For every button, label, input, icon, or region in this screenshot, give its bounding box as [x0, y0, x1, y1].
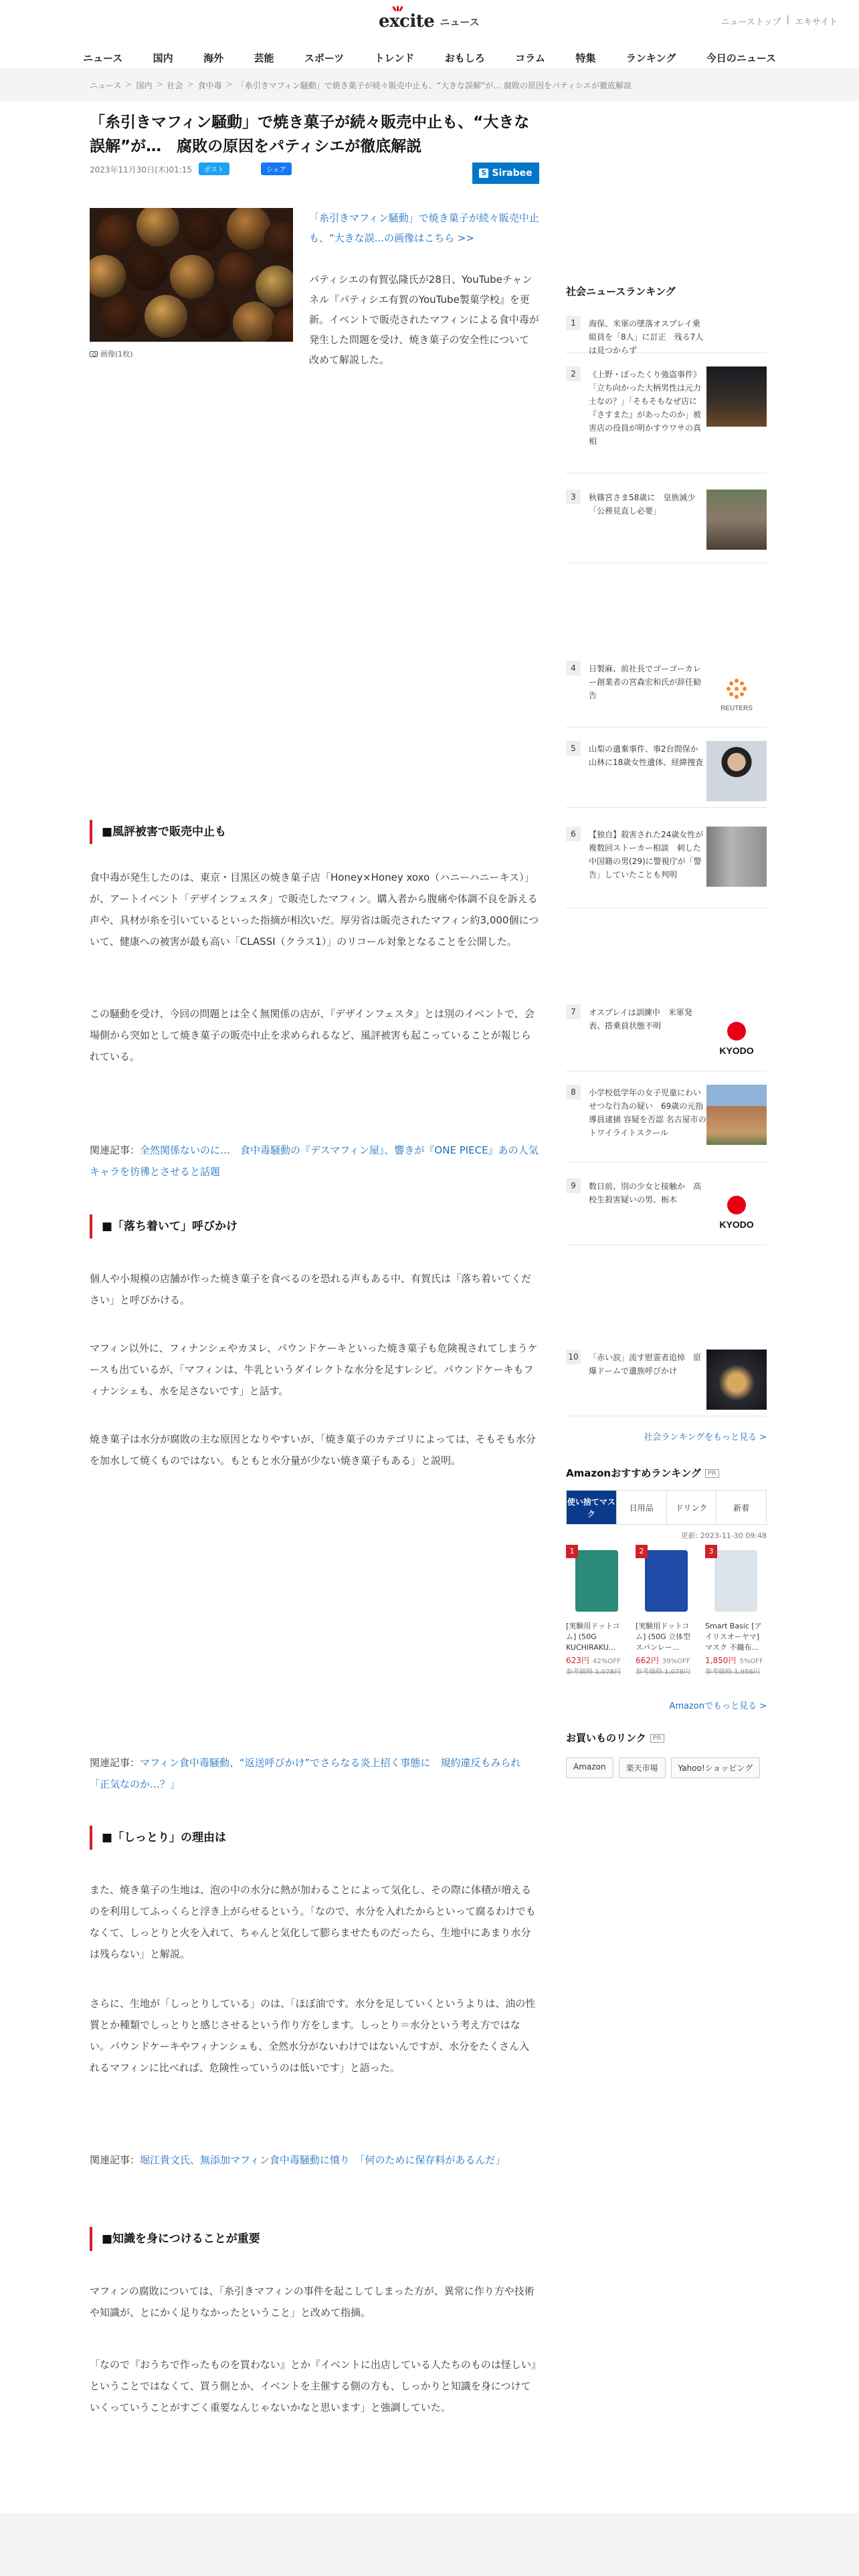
amazon-tab-new[interactable]: 新着: [733, 1503, 750, 1513]
photo-caption[interactable]: [90, 348, 133, 359]
lead-paragraph: パティシエの有賀弘隆氏が28日、YouTubeチャンネル『パティシエ有賀のYouTube製菓学校』を更新。イベントで販売されたマフィンによる食中毒が発生した問題を受け、焼き菓子の安全性について改めて解説した。: [309, 274, 539, 366]
product-discount: 42%OFF: [593, 1658, 621, 1665]
related-article: [90, 2149, 539, 2171]
product-package: [575, 1550, 618, 1612]
nav-domestic[interactable]: 国内: [153, 52, 173, 64]
article-paragraph: この騒動を受け、今回の問題とは全く無関係の店が、『デザインフェスタ』とは別のイベントで、会場側から突如として焼き菓子の販売中止を求められるなど、風評被害も起こっていることが報じられている。: [90, 1008, 535, 1063]
product-name: [実験用ドットコム] (50G KUCHIRAKU...: [566, 1622, 620, 1652]
article-title: 「糸引きマフィン騒動」で焼き菓子が続々販売中止も、“大きな誤解”が… 腐敗の原因をパティシエが徹底解説: [90, 114, 530, 155]
section-heading: ■「しっとり」の理由は: [90, 1826, 539, 1850]
excite-link[interactable]: エキサイト: [794, 17, 838, 27]
breadcrumb-sep: >: [187, 80, 194, 89]
rank-thumbnail: [706, 661, 767, 721]
rank-number: 5: [566, 741, 581, 756]
muffin-shape: [126, 249, 168, 291]
rank-number: 4: [566, 661, 581, 675]
shop-heading: [566, 1731, 664, 1745]
section-heading: ■知識を身につけることが重要: [90, 2227, 539, 2251]
nav-news[interactable]: ニュース: [83, 52, 123, 64]
rank-thumbnail: [706, 827, 767, 887]
rank-thumbnail: [706, 1004, 767, 1065]
rank-number: 2: [566, 366, 581, 381]
breadcrumb-sep: >: [125, 80, 132, 89]
pr-badge: PR: [705, 1469, 719, 1478]
rank-title: 日製麻、前社長でゴーゴーカレー創業者の宮森宏和氏が辞任勧告: [589, 664, 702, 700]
product-discount: 39%OFF: [662, 1658, 690, 1665]
amazon-product[interactable]: [636, 1545, 697, 1676]
image-gallery-link[interactable]: 「糸引きマフィン騒動」で焼き菓子が続々販売中止も、“大きな誤...の画像はこちら >>: [309, 212, 539, 244]
nav-entertainment[interactable]: 芸能: [254, 52, 274, 64]
section-heading: ■風評被害で販売中止も: [90, 820, 539, 844]
product-rank-badge: 2: [636, 1545, 648, 1558]
svg-text:REUTERS: REUTERS: [721, 705, 753, 712]
article-paragraph: 食中毒が発生したのは、東京・目黒区の焼き菓子店「Honey×Honey xoxo（ハニーハニーキス）」が、アートイベント「デザインフェスタ」で販売したマフィン。購入者から腹痛や体調不良を訴える声や、具材が糸を引いているといった指摘が相次いだ。厚労省は販売されたマフィン約3,000個について、健康への被害が最も高い「CLASSⅠ（クラス1）」のリコール対象となることを公開した。: [90, 871, 539, 948]
article-paragraph: マフィン以外に、フィナンシェやカヌレ、パウンドケーキといった焼き菓子も危険視されてしまうケースも出ているが、「マフィンは、牛乳というダイレクトな水分を足すレシピ。パウンドケーキもフィナンシェも、水を足さないです」と話す。: [90, 1342, 538, 1397]
rank-number: 1: [566, 316, 581, 330]
rank-number: 7: [566, 1004, 581, 1019]
amazon-tabs: [566, 1490, 767, 1525]
breadcrumb-sep: >: [156, 80, 163, 89]
tweet-label: ポスト: [204, 167, 224, 174]
article-paragraph: 焼き菓子は水分が腐敗の主な原因となりやすいが、「焼き菓子のカテゴリによっては、そもそも水分を加水して焼くものではない。もともと水分量が少ない焼き菓子もある」と説明。: [90, 1433, 536, 1467]
camera-icon: [90, 351, 98, 357]
related-article-link[interactable]: 堀江貴文氏、無添加マフィン食中毒騒動に憤り 「何のために保存料があるんだ」: [140, 2154, 506, 2166]
muffin-shape: [272, 308, 293, 342]
article-paragraph: さらに、生地が「しっとりしている」のは、「ほぼ油です。水分を足していくというよりは、油の性質とか種類でしっとりと感じさせるという作り方をします。しっとり＝水分という考え方ではない。パウンドケーキやフィナンシェも、全然水分がないわけではないんですが、水分をたくさん入れるマフィンに比べれば、危険性っていうのは低いです」と語った。: [90, 1998, 536, 2074]
muffin-shape: [264, 221, 293, 259]
product-discount: 5%OFF: [739, 1658, 763, 1665]
breadcrumb-society[interactable]: 社会: [167, 81, 183, 90]
logo-news: ニュース: [440, 15, 480, 28]
article-paragraph: マフィンの腐敗については、「糸引きマフィンの事件を起こしてしまった方が、異常に作り方や技術や知識が、とにかく足りなかったということ」と改めて指摘。: [90, 2285, 535, 2319]
product-name: [実験用ドットコム] (50G 立体型スパンレー...: [636, 1622, 691, 1652]
rank-title: 【独自】殺害された24歳女性が複数回ストーカー相談 刺した中国籍の男(29)に警視庁が「警告」していたことも判明: [589, 830, 704, 879]
nav-today[interactable]: 今日のニュース: [706, 52, 776, 64]
related-article: [90, 1140, 539, 1182]
rank-title: 秋篠宮さま58歳に 皇族減少「公務見直し必要」: [589, 493, 696, 516]
article-photo[interactable]: [90, 208, 293, 342]
muffin-shape: [190, 299, 230, 339]
shop-link-yahoo[interactable]: Yahoo!ショッピング: [671, 1757, 761, 1778]
rank-thumbnail: [706, 1178, 767, 1239]
rank-title: 数日前、別の少女と接触か 高校生殺害疑いの男、栃木: [589, 1182, 702, 1204]
amazon-more-link[interactable]: Amazonでもっと見る >: [669, 1701, 767, 1711]
article: [90, 107, 539, 375]
rank-number: 8: [566, 1085, 581, 1099]
product-package: [645, 1550, 688, 1612]
amazon-product[interactable]: [705, 1545, 767, 1676]
amazon-tab-drink[interactable]: ドリンク: [667, 1491, 717, 1524]
section-heading: ■「落ち着いて」呼びかけ: [90, 1214, 539, 1239]
product-rank-badge: 1: [566, 1545, 578, 1558]
breadcrumb-sep: >: [225, 80, 233, 89]
article-meta: [90, 161, 539, 188]
rank-title: オスプレイは訓練中 米軍発表、搭乗員状態不明: [589, 1008, 692, 1031]
nav-world[interactable]: 海外: [203, 52, 224, 64]
amazon-tab-daily[interactable]: 日用品: [617, 1491, 667, 1524]
ranking-item[interactable]: [566, 741, 767, 808]
article-date: 2023年11月30日(木)01:15: [90, 165, 193, 175]
source-logo[interactable]: [472, 163, 539, 184]
nav-trend[interactable]: トレンド: [374, 52, 415, 64]
rank-thumbnail: [706, 490, 767, 550]
article-paragraph: 個人や小規模の店舗が作った焼き菓子を食べるのを恐れる声もある中、有賀氏は「落ち着いてください」と呼びかける。: [90, 1273, 532, 1306]
nav-funny[interactable]: おもしろ: [444, 52, 485, 64]
product-ref-price: 参考価格 1,078円: [636, 1669, 690, 1676]
ranking-item[interactable]: [566, 827, 767, 908]
product-image: [566, 1545, 628, 1618]
rank-number: 3: [566, 490, 581, 504]
rank-number: 6: [566, 827, 581, 841]
product-image: [636, 1545, 697, 1618]
related-article-link[interactable]: 全然関係ないのに… 食中毒騒動の『デスマフィン屋』、響きが『ONE PIECE』あの人気キャラを彷彿とさせると話題: [90, 1144, 539, 1178]
rank-title: 小学校低学年の女子児童にわいせつな行為の疑い 69歳の元指導員逮捕 容疑を否認 名古屋市のトワイライトスクール: [589, 1088, 706, 1138]
shop-link-amazon[interactable]: Amazon: [566, 1757, 613, 1778]
kyodo-logo-icon: [706, 1004, 767, 1065]
breadcrumb-food-poisoning[interactable]: 食中毒: [197, 81, 222, 90]
rank-number: 9: [566, 1178, 581, 1193]
nav-sports[interactable]: スポーツ: [304, 52, 345, 64]
muffin-shape: [256, 265, 293, 307]
rank-title: 海保、米軍の墜落オスプレイ乗組員を「8人」に訂正 残る7人は見つからず: [589, 319, 704, 355]
photo-caption-text: 画像(1枚): [100, 350, 133, 358]
muffin-shape: [90, 255, 126, 298]
tweet-button[interactable]: [199, 163, 229, 175]
muffin-shape: [217, 252, 257, 292]
shop-heading-text: お買いものリンク: [566, 1732, 646, 1744]
muffin-shape: [96, 215, 136, 255]
product-price: 1,850円: [705, 1656, 737, 1665]
logo-excite: excite: [379, 11, 434, 31]
rank-thumbnail: [706, 1350, 767, 1410]
source-logo-text: Sirabee: [492, 168, 533, 179]
product-ref-price: 参考価格 1,078円: [566, 1669, 621, 1676]
product-price: 662円: [636, 1656, 659, 1665]
amazon-tab-masks[interactable]: 使い捨てマスク: [567, 1491, 617, 1524]
page-footer: [0, 2513, 859, 2576]
product-price: 623円: [566, 1656, 589, 1665]
site-logo[interactable]: [379, 8, 480, 35]
facebook-share-button[interactable]: [261, 163, 292, 175]
shop-links: [566, 1757, 760, 1778]
rank-thumbnail: [706, 741, 767, 801]
product-name: Smart Basic [アイリスオーヤマ] マスク 不織布...: [705, 1622, 762, 1652]
news-top-link[interactable]: ニューストップ: [721, 17, 781, 27]
ranking-more-link[interactable]: 社会ランキングをもっと見る >: [644, 1432, 767, 1442]
muffin-shape: [170, 255, 214, 299]
ranking-heading: 社会ニュースランキング: [566, 286, 676, 298]
muffin-shape: [145, 295, 187, 338]
breadcrumb-current: 「糸引きマフィン騒動」で焼き菓子が続々販売中止も、“大きな誤解”が… 腐敗の原因をパティシエが徹底解説: [236, 81, 632, 90]
rank-title: 山梨の遺棄事件、事2台間保か 山林に18歳女性遺体、経緯捜査: [589, 744, 706, 767]
amazon-heading-text: Amazonおすすめランキング: [566, 1467, 701, 1479]
product-rank-badge: 3: [705, 1545, 717, 1558]
shop-link-rakuten[interactable]: 楽天市場: [619, 1757, 666, 1778]
rank-thumbnail: [706, 1085, 767, 1145]
ranking-item[interactable]: [566, 1178, 767, 1245]
ranking-item[interactable]: [566, 1085, 767, 1162]
amazon-heading: [566, 1466, 719, 1480]
product-ref-price: 参考価格 1,956円: [705, 1669, 760, 1676]
article-lead: [90, 208, 539, 375]
rank-thumbnail: [706, 366, 767, 427]
muffin-shape: [100, 296, 141, 338]
ranking-item[interactable]: [566, 316, 767, 353]
pr-badge: PR: [650, 1734, 664, 1743]
ranking-item[interactable]: [566, 1004, 767, 1071]
related-prefix: 関連記事：: [90, 1144, 140, 1156]
related-prefix: 関連記事：: [90, 2154, 140, 2166]
related-article-link[interactable]: マフィン食中毒騒動、“返送呼びかけ”でさらなる炎上招く事態に 規約違反もみられ「正気なのか…？」: [90, 1757, 521, 1790]
nav-ranking[interactable]: ランキング: [626, 52, 676, 64]
rank-title: 「赤い涙」流す慰霊者追悼 原爆ドームで遺族呼びかけ: [589, 1353, 702, 1376]
breadcrumb-news[interactable]: ニュース: [90, 81, 122, 90]
ranking-item[interactable]: [566, 366, 767, 473]
sirabee-icon: S: [479, 169, 488, 178]
ranking-item[interactable]: [566, 661, 767, 728]
rank-title: 《上野・ぼったくり強盗事件》「立ち向かった大柄男性は元力士なの？」「そもそもなぜ店に『さすまた』があったのか」被害店の役員が明かすウワサの真相: [589, 370, 702, 446]
muffin-shape: [183, 211, 223, 251]
article-paragraph: 「なので『おうちで作ったものを買わない』とか『イベントに出店している人たちのものは怪しい』ということではなくて、買う側とか、イベントを主催する側の方も、しっかりと知識を身につけていくっていうことがすごく重要なんじゃないかなと思います」と強調していた。: [90, 2359, 537, 2413]
breadcrumb: [0, 70, 859, 101]
muffin-shape: [136, 208, 179, 247]
ranking-item[interactable]: [566, 490, 767, 563]
ranking-header: [566, 284, 767, 308]
kyodo-logo-icon: [706, 1178, 767, 1239]
ranking-item[interactable]: [566, 1350, 767, 1416]
reuters-logo-icon: [706, 661, 767, 721]
amazon-product[interactable]: [566, 1545, 628, 1676]
product-image: [705, 1545, 767, 1618]
related-prefix: 関連記事：: [90, 1757, 140, 1769]
global-nav: [0, 47, 859, 70]
svg-text:KYODO: KYODO: [719, 1219, 754, 1230]
nav-column[interactable]: コラム: [515, 52, 545, 64]
svg-text:KYODO: KYODO: [719, 1045, 754, 1056]
muffin-shape: [233, 302, 276, 342]
site-header: [0, 0, 859, 43]
share-label: シェア: [266, 167, 286, 174]
related-article: [90, 1752, 539, 1795]
top-links: [721, 15, 838, 27]
amazon-update-time: 更新: 2023-11-30 09:48: [680, 1531, 767, 1540]
product-package: [714, 1550, 757, 1612]
nav-feature[interactable]: 特集: [575, 52, 596, 64]
top-links-separator: |: [786, 15, 789, 25]
rank-number: 10: [566, 1350, 581, 1364]
article-paragraph: また、焼き菓子の生地は、泡の中の水分に熱が加わることによって気化し、その際に体積が増えるのを利用してふっくらと浮き上がらせるという。「なので、水分を入れたからといって腐るわけでもなくて、しっとりと火を入れて、ちゃんと気化して膨らませたものだったら、生地中にあまり水分は残らない」と解説。: [90, 1884, 536, 1960]
logo-dots: [393, 6, 403, 11]
breadcrumb-domestic[interactable]: 国内: [136, 81, 153, 90]
